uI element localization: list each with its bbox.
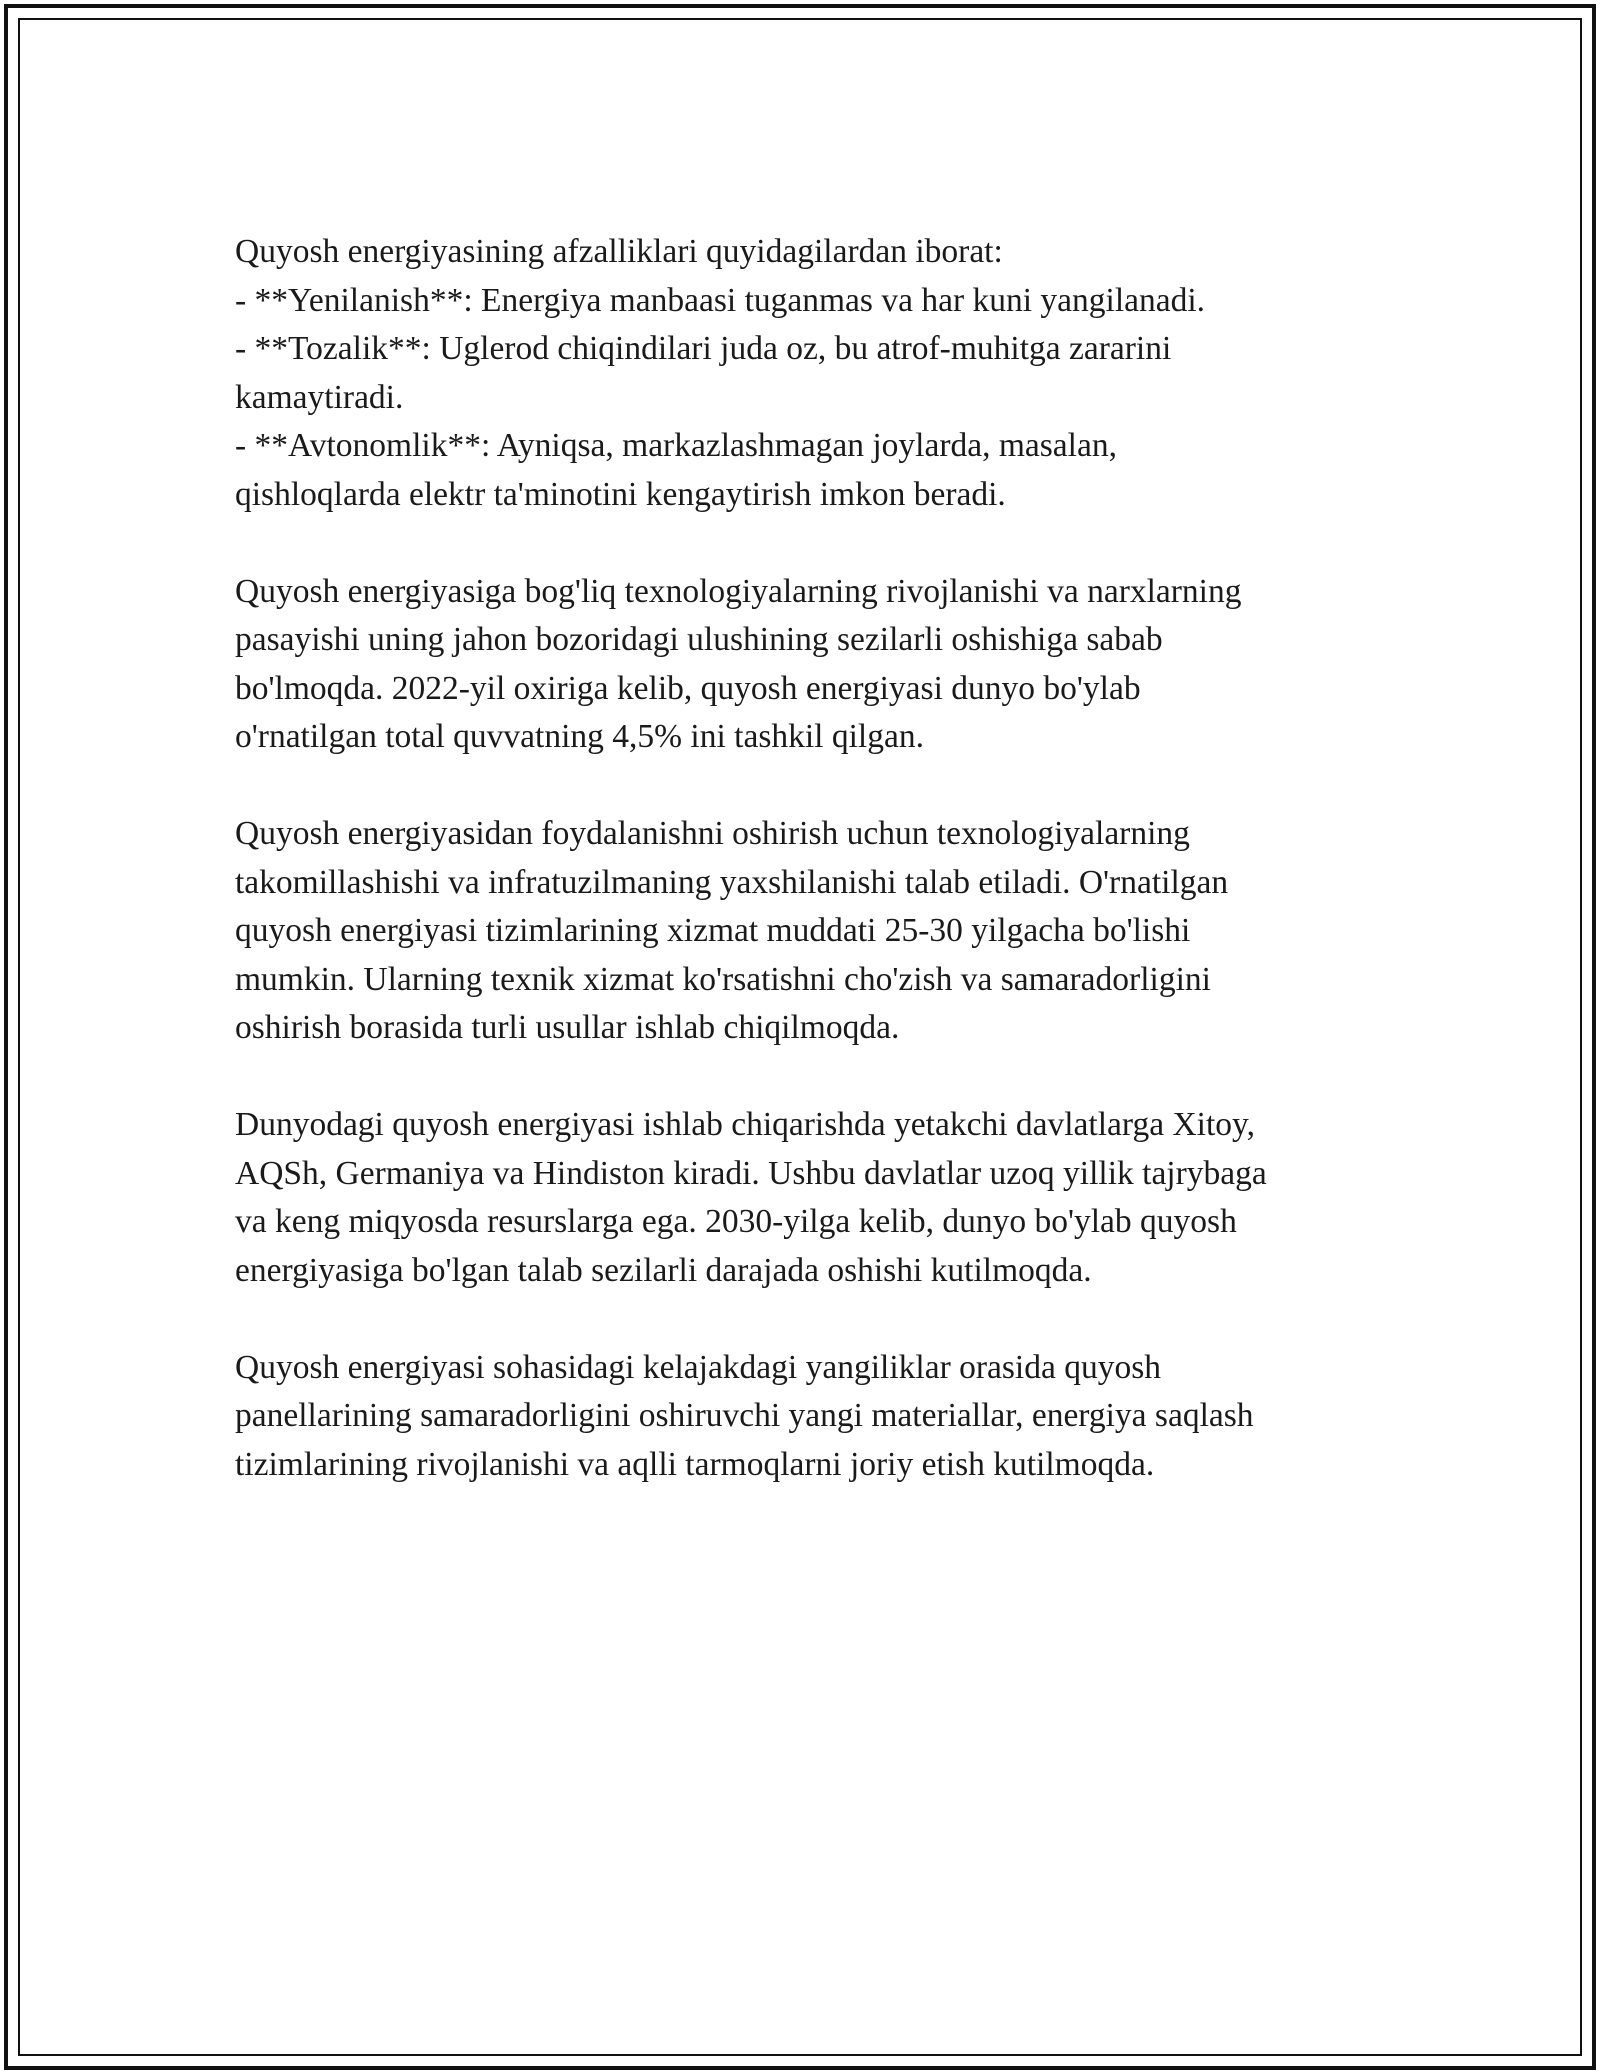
text-line: kamaytiradi. — [235, 378, 404, 416]
text-line: Quyosh energiyasiga bog'liq texnologiyalarning rivojlanishi va narxlarning — [235, 572, 1242, 610]
text-line: - **Tozalik**: Uglerod chiqindilari juda oz, bu atrof-muhitga zararini — [235, 330, 1172, 367]
text-line: panellarining samaradorligini oshiruvchi yangi materiallar, energiya saqlash — [235, 1397, 1254, 1434]
text-line: oshirish borasida turli usullar ishlab chiqilmoqda. — [235, 1009, 900, 1046]
text-line: bo'lmoqda. 2022-yil oxiriga kelib, quyosh energiyasi dunyo bo'ylab — [235, 669, 1141, 707]
text-line: tizimlarining rivojlanishi va aqlli tarmoqlarni joriy etish kutilmoqda. — [235, 1445, 1155, 1483]
paragraph-infrastructure — [235, 810, 1385, 1053]
text-line: o'rnatilgan total quvvatning 4,5% ini tashkil qilgan. — [235, 718, 924, 755]
text-line: - **Avtonomlik**: Ayniqsa, markazlashmagan joylarda, masalan, — [235, 427, 1117, 464]
paragraph-future-innovations — [235, 1344, 1385, 1490]
paragraph-leading-countries — [235, 1101, 1385, 1295]
document-body — [235, 228, 1385, 1538]
text-line: va keng miqyosda resurslarga ega. 2030-yilga kelib, dunyo bo'ylab quyosh — [235, 1203, 1237, 1240]
text-line: Quyosh energiyasidan foydalanishni oshirish uchun texnologiyalarning — [235, 815, 1190, 852]
text-line: pasayishi uning jahon bozoridagi ulushining sezilarli oshishiga sabab — [235, 621, 1163, 658]
text-line: - **Yenilanish**: Energiya manbaasi tuganmas va har kuni yangilanadi. — [235, 281, 1206, 319]
text-line: qishloqlarda elektr ta'minotini kengaytirish imkon beradi. — [235, 475, 1006, 513]
text-line: AQSh, Germaniya va Hindiston kiradi. Ushbu davlatlar uzoq yillik tajrybaga — [235, 1154, 1267, 1192]
paragraph-market-share — [235, 568, 1385, 762]
text-line: takomillashishi va infratuzilmaning yaxshilanishi talab etiladi. O'rnatilgan — [235, 863, 1229, 901]
text-line: mumkin. Ularning texnik xizmat ko'rsatishni cho'zish va samaradorligini — [235, 960, 1211, 998]
paragraph-advantages — [235, 228, 1385, 519]
text-line: quyosh energiyasi tizimlarining xizmat muddati 25-30 yilgacha bo'lishi — [235, 912, 1191, 949]
text-line: energiyasiga bo'lgan talab sezilarli darajada oshishi kutilmoqda. — [235, 1251, 1092, 1289]
text-line: Dunyodagi quyosh energiyasi ishlab chiqarishda yetakchi davlatlarga Xitoy, — [235, 1106, 1255, 1143]
text-line: Quyosh energiyasi sohasidagi kelajakdagi yangiliklar orasida quyosh — [235, 1348, 1162, 1386]
text-line: Quyosh energiyasining afzalliklari quyidagilardan iborat: — [235, 233, 1003, 270]
